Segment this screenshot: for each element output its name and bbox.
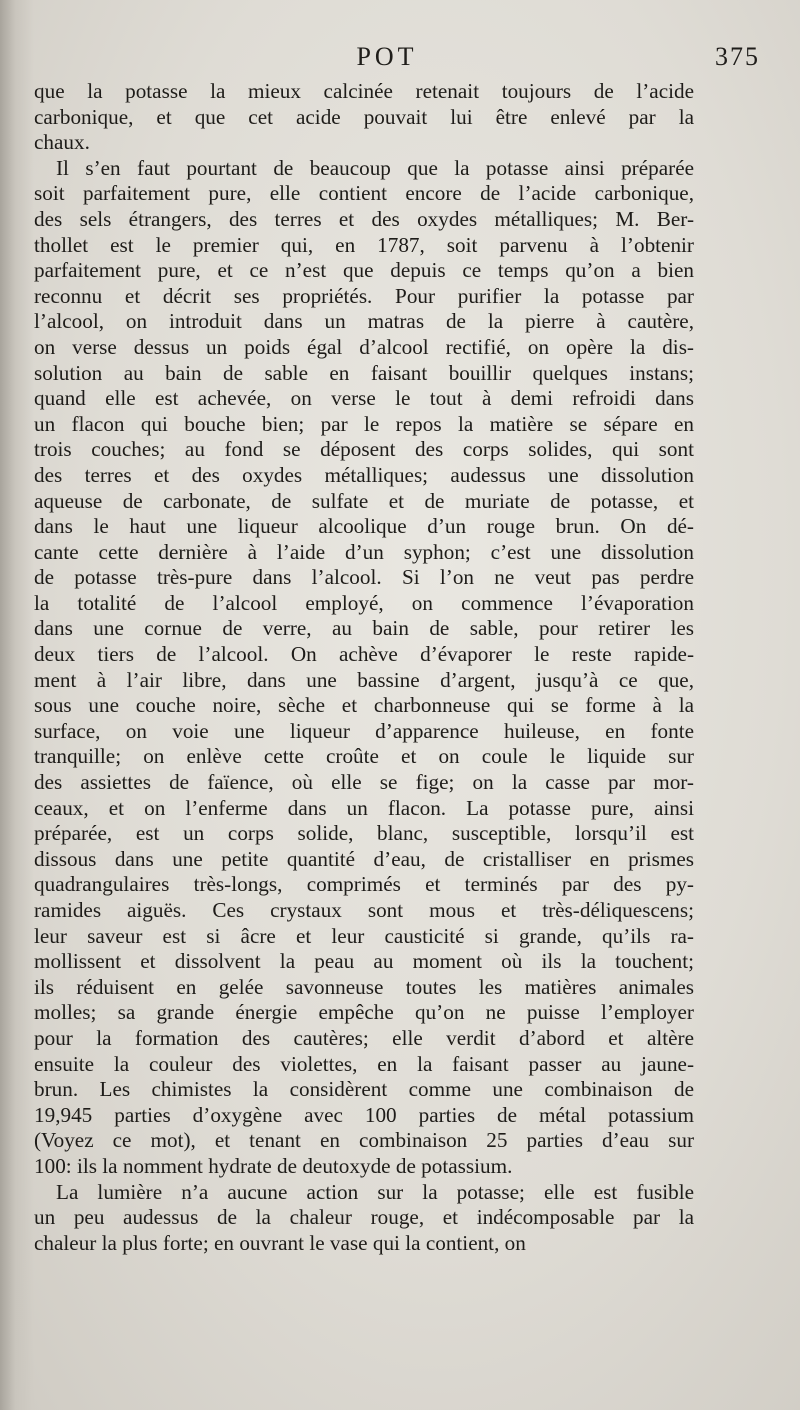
text-line: aqueuse de carbonate, de sulfate et de muriate de potasse, et bbox=[34, 488, 694, 513]
text-line: cante cette dernière à l’aide d’un syphon; c’est une dissolution bbox=[34, 539, 694, 564]
text-line: carbonique, et que cet acide pouvait lui être enlevé par la bbox=[34, 104, 694, 129]
paragraph bbox=[34, 156, 694, 1180]
text-line: Il s’en faut pourtant de beaucoup que la potasse ainsi préparée bbox=[56, 155, 694, 180]
text-line: que la potasse la mieux calcinée retenait toujours de l’acide bbox=[34, 79, 694, 103]
paragraph bbox=[34, 79, 694, 156]
text-line: dans une cornue de verre, au bain de sable, pour retirer les bbox=[34, 616, 694, 641]
text-line: dissous dans une petite quantité d’eau, de cristalliser en prismes bbox=[34, 846, 694, 871]
text-line: reconnu et décrit ses propriétés. Pour purifier la potasse par bbox=[34, 283, 694, 308]
running-head: POT bbox=[356, 42, 418, 71]
text-line: mollissent et dissolvent la peau au moment où ils la touchent; bbox=[34, 949, 694, 974]
text-line: des sels étrangers, des terres et des oxydes métalliques; M. Ber- bbox=[34, 206, 694, 231]
body-text bbox=[34, 79, 694, 1256]
text-line: trois couches; au fond se déposent des corps solides, qui sont bbox=[34, 437, 694, 462]
page-gutter-shadow bbox=[0, 0, 34, 1410]
text-line: l’alcool, on introduit dans un matras de la pierre à cautère, bbox=[34, 309, 694, 334]
text-line: La lumière n’a aucune action sur la potasse; elle est fusible bbox=[56, 1179, 694, 1204]
text-line: (Voyez ce mot), et tenant en combinaison 25 parties d’eau sur bbox=[34, 1128, 694, 1153]
text-line: on verse dessus un poids égal d’alcool rectifié, on opère la dis- bbox=[34, 334, 694, 359]
text-line: molles; sa grande énergie empêche qu’on ne puisse l’employer bbox=[34, 1000, 694, 1025]
text-line: ramides aiguës. Ces crystaux sont mous et très-déliquescens; bbox=[34, 898, 694, 922]
text-line: quadrangulaires très-longs, comprimés et terminés par des py- bbox=[34, 872, 694, 897]
text-line: des terres et des oxydes métalliques; audessus une dissolution bbox=[34, 462, 694, 487]
text-line: leur saveur est si âcre et leur causticité si grande, qu’ils ra- bbox=[34, 923, 694, 948]
text-line: de potasse très-pure dans l’alcool. Si l’on ne veut pas perdre bbox=[34, 565, 694, 590]
text-line: chaleur la plus forte; en ouvrant le vase qui la contient, on bbox=[34, 1230, 526, 1255]
text-line: deux tiers de l’alcool. On achève d’évaporer le reste rapide- bbox=[34, 642, 694, 667]
text-line: des assiettes de faïence, où elle se fige; on la casse par mor- bbox=[34, 770, 694, 795]
text-line: 100: ils la nomment hydrate de deutoxyde de potassium. bbox=[34, 1153, 513, 1178]
text-line: ensuite la couleur des violettes, en la faisant passer au jaune- bbox=[34, 1051, 694, 1076]
text-line: soit parfaitement pure, elle contient encore de l’acide carbonique, bbox=[34, 181, 694, 206]
text-line: chaux. bbox=[34, 130, 90, 155]
text-line: brun. Les chimistes la considèrent comme une combinaison de bbox=[34, 1077, 694, 1102]
text-line: tranquille; on enlève cette croûte et on coule le liquide sur bbox=[34, 744, 694, 769]
text-line: un peu audessus de la chaleur rouge, et indécomposable par la bbox=[34, 1205, 694, 1230]
page-number: 375 bbox=[715, 42, 760, 71]
text-line: la totalité de l’alcool employé, on commence l’évaporation bbox=[34, 590, 694, 615]
text-line: surface, on voie une liqueur d’apparence huileuse, en fonte bbox=[34, 718, 694, 743]
text-line: sous une couche noire, sèche et charbonneuse qui se forme à la bbox=[34, 693, 694, 718]
text-line: ment à l’air libre, dans une bassine d’argent, jusqu’à ce que, bbox=[34, 667, 694, 692]
paragraph bbox=[34, 1180, 694, 1257]
text-line: thollet est le premier qui, en 1787, soit parvenu à l’obtenir bbox=[34, 232, 694, 257]
text-line: quand elle est achevée, on verse le tout à demi refroidi dans bbox=[34, 386, 694, 411]
text-line: ils réduisent en gelée savonneuse toutes les matières animales bbox=[34, 974, 694, 999]
text-line: ceaux, et on l’enferme dans un flacon. La potasse pure, ainsi bbox=[34, 795, 694, 820]
text-line: parfaitement pure, et ce n’est que depuis ce temps qu’on a bien bbox=[34, 258, 694, 283]
text-line: solution au bain de sable en faisant bouillir quelques instans; bbox=[34, 360, 694, 385]
text-line: un flacon qui bouche bien; par le repos la matière se sépare en bbox=[34, 411, 694, 436]
text-line: dans le haut une liqueur alcoolique d’un rouge brun. On dé- bbox=[34, 514, 694, 539]
page-header bbox=[34, 42, 760, 82]
text-line: préparée, est un corps solide, blanc, susceptible, lorsqu’il est bbox=[34, 821, 694, 846]
text-line: 19,945 parties d’oxygène avec 100 parties de métal potassium bbox=[34, 1102, 694, 1127]
text-line: pour la formation des cautères; elle verdit d’abord et altère bbox=[34, 1025, 694, 1050]
